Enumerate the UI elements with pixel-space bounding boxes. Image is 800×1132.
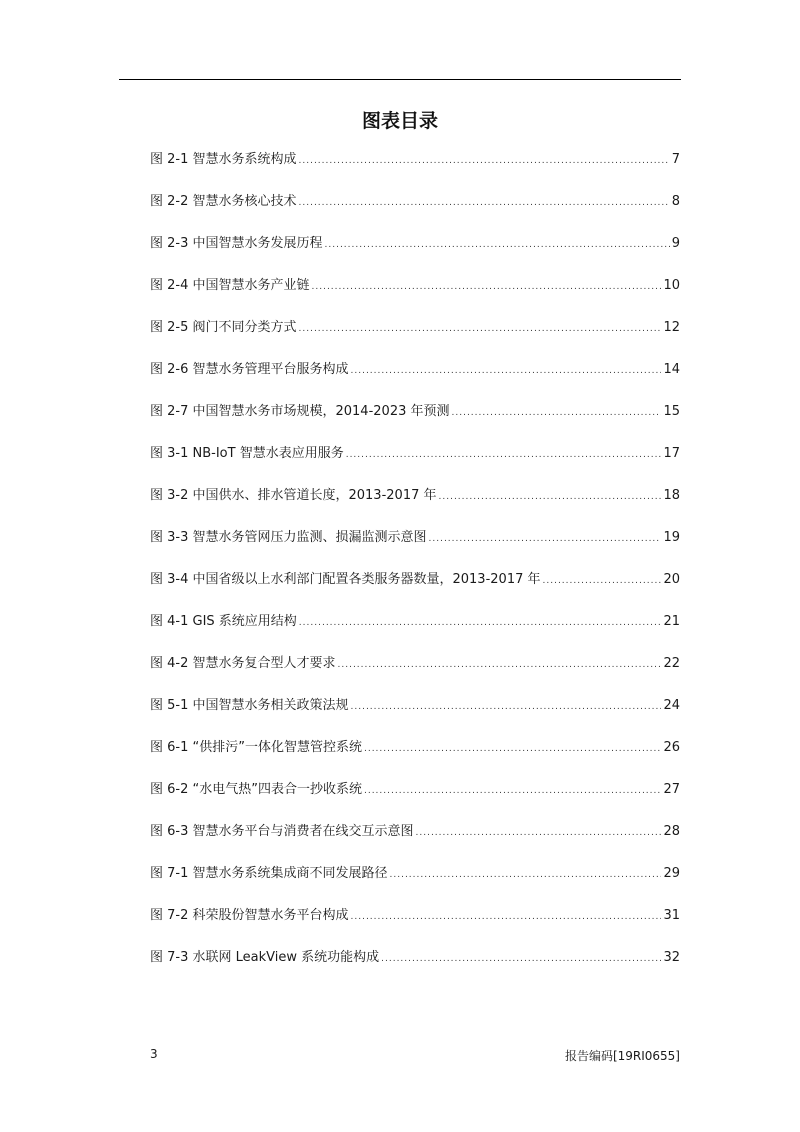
toc-entry-label: 图 2-2 智慧水务核心技术 <box>150 194 297 209</box>
toc-leader-dots <box>364 779 661 803</box>
toc-entry[interactable] <box>150 400 680 442</box>
header-rule <box>119 79 681 80</box>
toc-entry-page: 17 <box>663 446 680 461</box>
toc-entry-page: 15 <box>663 404 680 419</box>
toc-entry-label: 图 3-1 NB-IoT 智慧水表应用服务 <box>150 446 344 461</box>
toc-leader-dots <box>390 863 662 887</box>
toc-leader-dots <box>429 527 662 551</box>
toc-entry[interactable] <box>150 526 680 568</box>
toc-leader-dots <box>312 275 662 299</box>
toc-leader-dots <box>439 485 662 509</box>
toc-entry-label: 图 4-2 智慧水务复合型人才要求 <box>150 656 336 671</box>
toc-entry[interactable] <box>150 652 680 694</box>
toc-entry-label: 图 7-1 智慧水务系统集成商不同发展路径 <box>150 866 388 881</box>
toc-entry[interactable] <box>150 568 680 610</box>
toc-leader-dots <box>381 947 661 971</box>
toc-entry[interactable] <box>150 610 680 652</box>
toc-entry[interactable] <box>150 904 680 946</box>
toc-entry-page: 20 <box>663 572 680 587</box>
toc-entry-page: 32 <box>663 950 680 965</box>
toc-entry-page: 10 <box>663 278 680 293</box>
footer-report-code: 报告编码[19RI0655] <box>564 1049 680 1063</box>
toc-entry-label: 图 7-3 水联网 LeakView 系统功能构成 <box>150 950 380 965</box>
toc-entry-page: 29 <box>663 866 680 881</box>
toc-leader-dots <box>338 653 662 677</box>
toc-leader-dots <box>364 737 661 761</box>
toc-entry-page: 7 <box>671 152 680 167</box>
toc-entry[interactable] <box>150 190 680 232</box>
toc-leader-dots <box>346 443 662 467</box>
toc-entry[interactable] <box>150 358 680 400</box>
toc-entry-page: 28 <box>663 824 680 839</box>
toc-entry-label: 图 6-2 “水电气热”四表合一抄收系统 <box>150 782 362 797</box>
toc-entry[interactable] <box>150 778 680 820</box>
toc-leader-dots <box>416 821 662 845</box>
toc-entry[interactable] <box>150 736 680 778</box>
toc-leader-dots <box>299 611 662 635</box>
toc-entry-page: 24 <box>663 698 680 713</box>
toc-entry-page: 8 <box>671 194 680 209</box>
toc-entry[interactable] <box>150 316 680 358</box>
toc-entry-label: 图 2-1 智慧水务系统构成 <box>150 152 297 167</box>
toc-entry-label: 图 2-3 中国智慧水务发展历程 <box>150 236 323 251</box>
toc-entry-label: 图 3-3 智慧水务管网压力监测、损漏监测示意图 <box>150 530 427 545</box>
toc-entry-page: 31 <box>663 908 680 923</box>
toc-leader-dots <box>299 317 662 341</box>
toc-leader-dots <box>452 401 662 425</box>
toc-entry[interactable] <box>150 694 680 736</box>
toc-entry-label: 图 4-1 GIS 系统应用结构 <box>150 614 297 629</box>
toc-entry[interactable] <box>150 232 680 274</box>
toc-entry-label: 图 7-2 科荣股份智慧水务平台构成 <box>150 908 349 923</box>
toc-entry-label: 图 5-1 中国智慧水务相关政策法规 <box>150 698 349 713</box>
toc-leader-dots <box>299 191 670 215</box>
toc-entry-label: 图 2-4 中国智慧水务产业链 <box>150 278 310 293</box>
footer-page-number: 3 <box>150 1047 158 1061</box>
toc-entry-label: 图 2-5 阀门不同分类方式 <box>150 320 297 335</box>
toc-leader-dots <box>299 149 670 173</box>
toc-leader-dots <box>325 233 670 257</box>
page-title: 图表目录 <box>361 110 438 132</box>
toc-entry[interactable] <box>150 148 680 190</box>
toc-entry-label: 图 6-3 智慧水务平台与消费者在线交互示意图 <box>150 824 414 839</box>
toc-entry-label: 图 6-1 “供排污”一体化智慧管控系统 <box>150 740 362 755</box>
toc-entry[interactable] <box>150 274 680 316</box>
toc-entry-page: 18 <box>663 488 680 503</box>
toc-entry[interactable] <box>150 862 680 904</box>
toc-entry-label: 图 2-6 智慧水务管理平台服务构成 <box>150 362 349 377</box>
figure-table-of-contents <box>150 148 680 988</box>
toc-leader-dots <box>351 695 662 719</box>
toc-leader-dots <box>351 359 662 383</box>
toc-leader-dots <box>543 569 662 593</box>
toc-entry-label: 图 3-2 中国供水、排水管道长度，2013-2017 年 <box>150 488 437 503</box>
toc-entry-page: 22 <box>663 656 680 671</box>
toc-entry-page: 27 <box>663 782 680 797</box>
toc-entry[interactable] <box>150 442 680 484</box>
toc-leader-dots <box>351 905 662 929</box>
toc-entry-page: 21 <box>663 614 680 629</box>
toc-entry-page: 26 <box>663 740 680 755</box>
toc-entry-page: 9 <box>671 236 680 251</box>
toc-entry-page: 14 <box>663 362 680 377</box>
toc-entry-label: 图 2-7 中国智慧水务市场规模，2014-2023 年预测 <box>150 404 450 419</box>
toc-entry-page: 19 <box>663 530 680 545</box>
toc-entry-label: 图 3-4 中国省级以上水利部门配置各类服务器数量，2013-2017 年 <box>150 572 541 587</box>
toc-entry[interactable] <box>150 946 680 988</box>
toc-entry[interactable] <box>150 820 680 862</box>
toc-entry-page: 12 <box>663 320 680 335</box>
toc-entry[interactable] <box>150 484 680 526</box>
